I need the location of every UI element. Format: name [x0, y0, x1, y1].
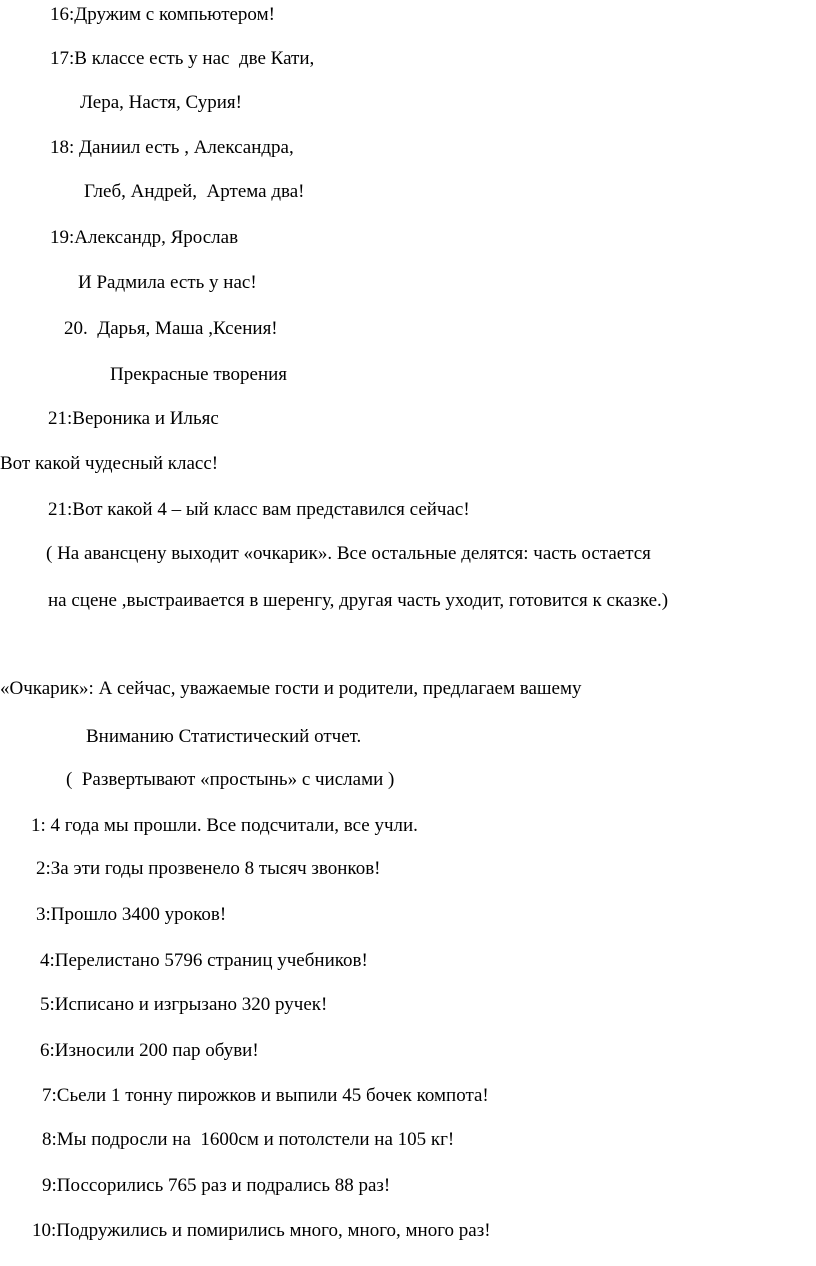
text-line: Лера, Настя, Сурия!	[80, 92, 242, 113]
text-line: 19:Александр, Ярослав	[50, 227, 239, 248]
text-line: 1: 4 года мы прошли. Все подсчитали, все учли.	[31, 815, 418, 836]
text-line: 20. Дарья, Маша ,Ксения!	[64, 318, 278, 339]
text-line: И Радмила есть у нас!	[78, 272, 257, 293]
text-line: 5:Исписано и изгрызано 320 ручек!	[40, 994, 328, 1015]
text-line: 21:Вот какой 4 – ый класс вам представился сейчас!	[48, 499, 470, 520]
stage-direction: ( Развертывают «простынь» с числами )	[66, 769, 395, 790]
text-line: 6:Износили 200 пар обуви!	[40, 1040, 259, 1061]
text-line: 18: Даниил есть , Александра,	[50, 137, 294, 158]
text-line: 2:За эти годы прозвенело 8 тысяч звонков!	[36, 858, 381, 879]
stage-direction: ( На авансцену выходит «очкарик». Все остальные делятся: часть остается	[46, 543, 651, 564]
text-line: 21:Вероника и Ильяс	[48, 408, 219, 429]
text-line: «Очкарик»: А сейчас, уважаемые гости и родители, предлагаем вашему	[0, 678, 582, 699]
text-line: Глеб, Андрей, Артема два!	[84, 181, 305, 202]
text-line: Вот какой чудесный класс!	[0, 453, 219, 474]
text-line: 16:Дружим с компьютером!	[50, 4, 275, 25]
text-line: 10:Подружились и помирились много, много, много раз!	[32, 1220, 491, 1241]
text-line: 7:Сьели 1 тонну пирожков и выпили 45 бочек компота!	[42, 1085, 489, 1106]
text-line: 8:Мы подросли на 1600см и потолстели на 105 кг!	[42, 1129, 455, 1150]
text-line: 9:Поссорились 765 раз и подрались 88 раз!	[42, 1175, 391, 1196]
stage-direction: на сцене ,выстраивается в шеренгу, другая часть уходит, готовится к сказке.)	[48, 590, 669, 611]
text-line: Прекрасные творения	[110, 364, 288, 385]
text-line: Вниманию Статистический отчет.	[86, 726, 362, 747]
text-line: 17:В классе есть у нас две Кати,	[50, 48, 315, 69]
text-line: 3:Прошло 3400 уроков!	[36, 904, 227, 925]
text-line: 4:Перелистано 5796 страниц учебников!	[40, 950, 368, 971]
